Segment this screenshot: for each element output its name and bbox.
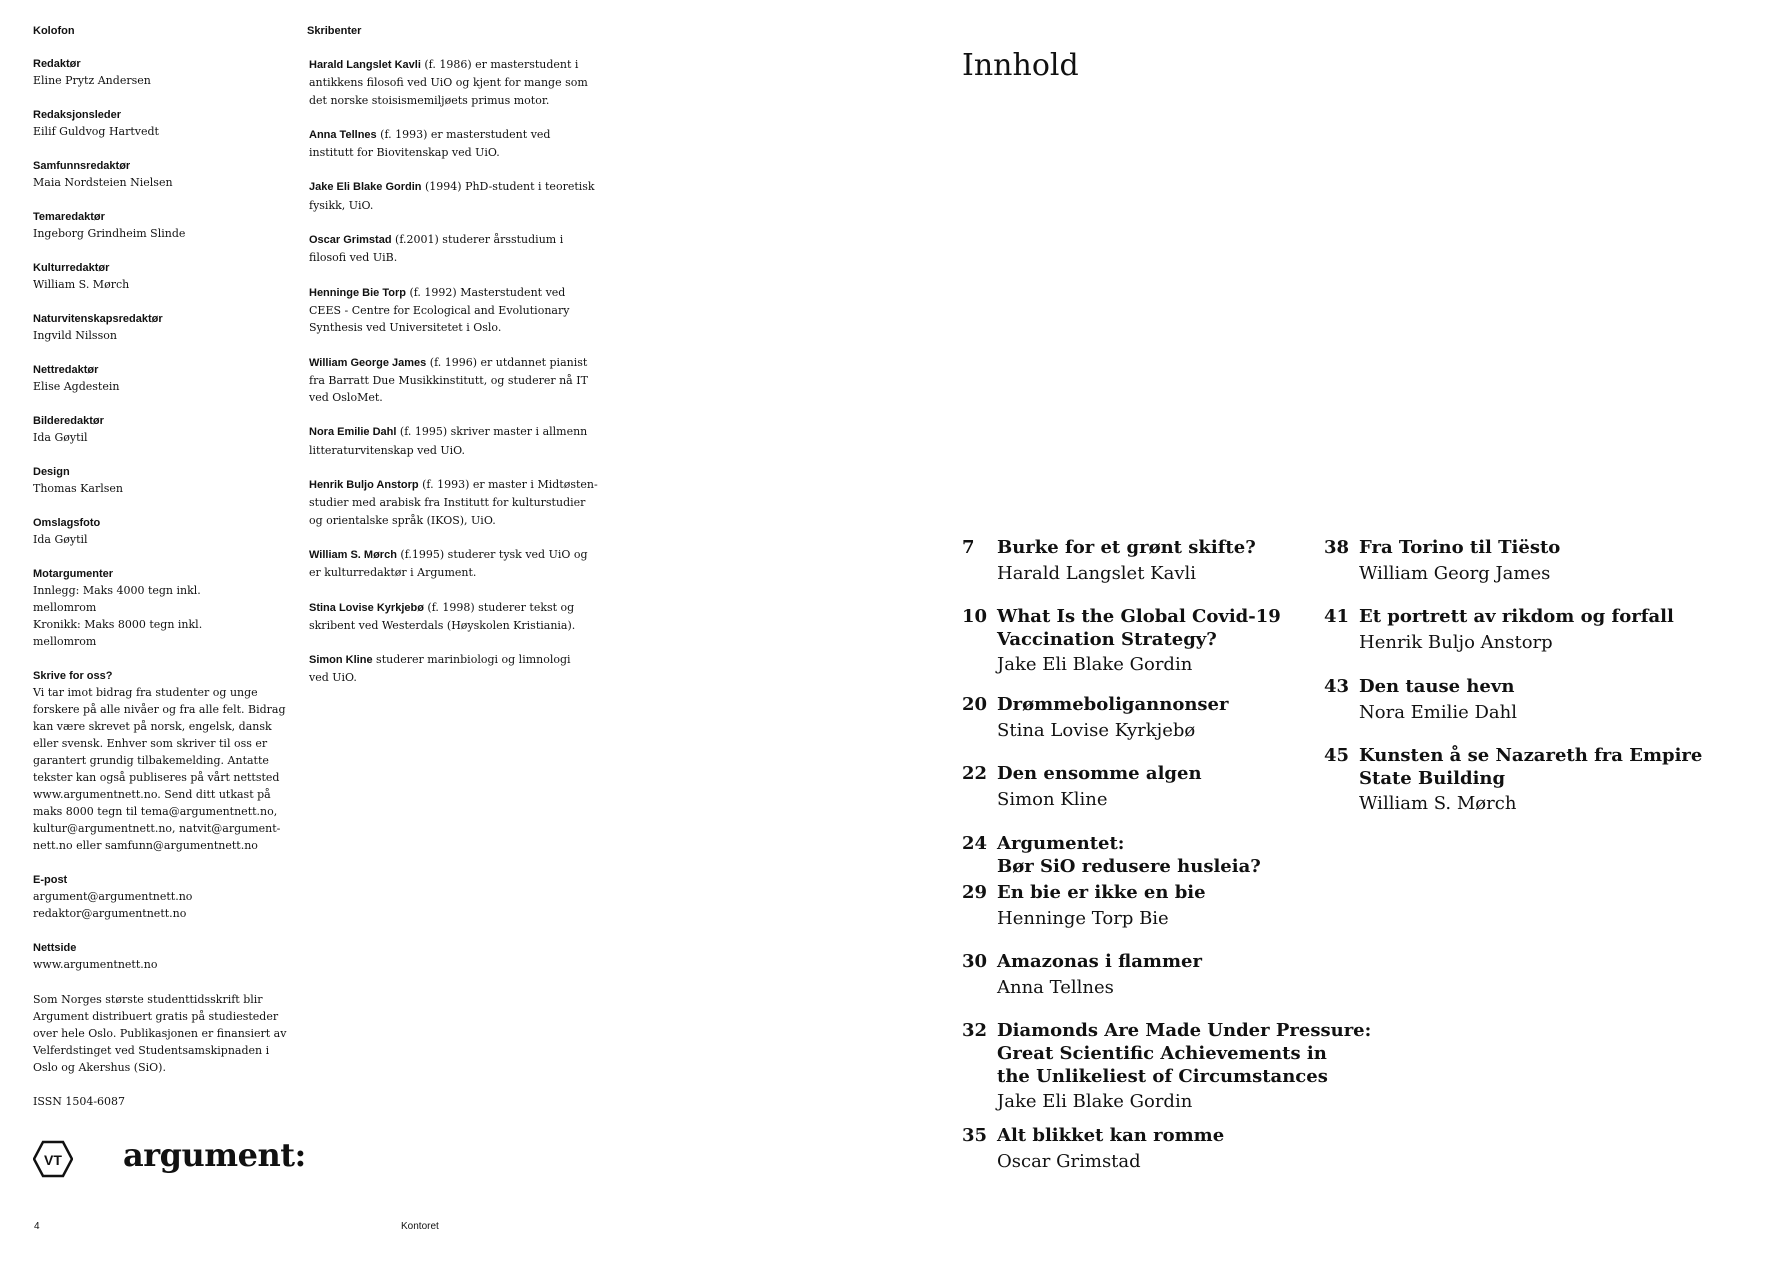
kolofon-entry-line: Elise Agdestein: [33, 380, 120, 393]
skribent-bio-line: [309, 231, 597, 249]
skribent-bio-line: [309, 546, 597, 564]
kolofon-entry-line: tekster kan også publiseres på vårt nettsted: [33, 771, 280, 784]
kolofon-entry-line: Ida Gøytil: [33, 431, 88, 444]
kolofon-entry: [33, 260, 283, 293]
kolofon-entry-line: Ida Gøytil: [33, 533, 88, 546]
toc-page-number: 41: [1324, 606, 1350, 627]
toc-author: William Georg James: [1359, 562, 1551, 584]
section-name: Kontoret: [401, 1221, 439, 1232]
kolofon-column: [33, 24, 287, 1110]
toc-title-line: Den tause hevn: [1359, 676, 1515, 697]
kolofon-entry: [33, 56, 283, 89]
kolofon-entry: [33, 668, 286, 854]
skribent-bio-text: (f. 1996) er utdannet pianist: [426, 355, 588, 369]
toc-author: Jake Eli Blake Gordin: [997, 654, 1193, 675]
skribent-name: Anna Tellnes: [309, 128, 377, 141]
toc-title-line: Amazonas i flammer: [997, 951, 1202, 972]
toc-title-line: Bør SiO redusere husleia?: [997, 856, 1261, 877]
kolofon-entry-line: mellomrom: [33, 601, 97, 614]
skribent-bio-text: (f.2001) studerer årsstudium i: [391, 233, 564, 247]
kolofon-note-line: Oslo og Akershus (SiO).: [33, 1061, 166, 1074]
toc-author: Harald Langslet Kavli: [997, 562, 1197, 584]
skribent-bio-line: [309, 126, 597, 144]
kolofon-entry: [33, 515, 283, 548]
toc-title: [1359, 605, 1674, 628]
toc-title: [997, 1124, 1224, 1147]
kolofon-entry-line: nett.no eller samfunn@argumentnett.no: [33, 839, 258, 852]
skribenter-entries: [307, 56, 597, 687]
toc-title-line: Great Scientific Achievements in: [997, 1043, 1327, 1064]
toc-page-number: 45: [1324, 745, 1350, 766]
issn: ISSN 1504-6087: [33, 1095, 126, 1108]
toc-title-line: Diamonds Are Made Under Pressure:: [997, 1020, 1372, 1041]
skribenter-heading: Skribenter: [307, 25, 362, 37]
kolofon-entry-line: Ingvild Nilsson: [33, 329, 117, 342]
skribent-bio-line: ved UiO.: [309, 671, 357, 685]
toc-title-line: Et portrett av rikdom og forfall: [1359, 606, 1674, 627]
skribent-bio-line: filosofi ved UiB.: [309, 251, 398, 265]
toc-page-number: 29: [962, 882, 988, 903]
skribent-bio-text: studerer marinbiologi og limnologi: [372, 653, 571, 667]
skribent-entry: [307, 423, 597, 459]
skribent-bio-line: CEES - Centre for Ecological and Evolutionary: [309, 303, 570, 317]
toc-title-line: the Unlikeliest of Circumstances: [997, 1066, 1328, 1087]
toc-author: Stina Lovise Kyrkjebø: [997, 719, 1196, 741]
skribent-bio-line: institutt for Biovitenskap ved UiO.: [309, 146, 500, 160]
svg-text:VT: VT: [44, 1152, 62, 1168]
skribent-bio-text: (f. 1986) er masterstudent i: [420, 58, 579, 71]
skribent-bio-line: [309, 599, 597, 617]
skribent-name: Oscar Grimstad: [309, 234, 392, 247]
skribent-bio-text: (f. 1995) skriver master i allmenn: [396, 425, 588, 439]
toc-page-number: 30: [962, 951, 988, 972]
kolofon-note: [33, 991, 287, 1076]
skribent-bio-line: [309, 476, 597, 494]
kolofon-entry-label: Temaredaktør: [33, 211, 105, 223]
toc-title-line: Argumentet:: [997, 833, 1125, 854]
skribenter-column: [307, 24, 597, 704]
kolofon-entry: [33, 209, 283, 242]
toc-title: [997, 605, 1281, 651]
skribent-bio-text: (f.1995) studerer tysk ved UiO og: [396, 547, 588, 561]
kolofon-entry-line: kultur@argumentnett.no, natvit@argument-: [33, 822, 281, 835]
skribent-bio-line: studier med arabisk fra Institutt for kulturstudier: [309, 496, 586, 510]
toc-page-number: 35: [962, 1125, 988, 1146]
kolofon-entry-line: argument@argumentnett.no: [33, 890, 193, 903]
kolofon-entry-line: Kronikk: Maks 8000 tegn inkl.: [33, 618, 203, 631]
kolofon-entry-line: Innlegg: Maks 4000 tegn inkl.: [33, 584, 201, 597]
skribent-bio-line: [309, 651, 597, 669]
skribent-entry: [307, 284, 597, 337]
kolofon-entry-line: Eilif Guldvog Hartvedt: [33, 125, 159, 138]
kolofon-entry-line: garantert grundig tilbakemelding. Antatte: [33, 754, 269, 767]
toc-title: [997, 950, 1202, 973]
skribent-name: William S. Mørch: [309, 548, 397, 561]
toc-title: [997, 881, 1206, 904]
toc-author: Simon Kline: [997, 788, 1108, 810]
skribent-bio-text: (f. 1993) er masterstudent ved: [376, 127, 551, 141]
skribent-entry: [307, 476, 597, 529]
toc-page-number: 7: [962, 537, 975, 558]
skribent-entry: [307, 546, 597, 582]
kolofon-note-line: over hele Oslo. Publikasjonen er finansiert av: [33, 1027, 287, 1040]
kolofon-note-line: Som Norges største studenttidsskrift blir: [33, 993, 263, 1006]
kolofon-note-line: Argument distribuert gratis på studiesteder: [33, 1010, 279, 1023]
toc-title-line: Alt blikket kan romme: [997, 1125, 1225, 1146]
kolofon-note-line: Velferdstinget ved Studentsamskipnaden i: [33, 1044, 270, 1057]
toc-title-line: Den ensomme algen: [997, 763, 1202, 784]
kolofon-entry-label: Nettside: [33, 942, 77, 954]
skribent-entry: [307, 354, 597, 407]
page-number: 4: [34, 1221, 40, 1232]
kolofon-entry: [33, 311, 283, 344]
skribent-entry: [307, 651, 597, 687]
kolofon-entry: [33, 940, 283, 973]
skribent-bio-line: fysikk, UiO.: [309, 198, 374, 212]
toc-title: [1359, 675, 1514, 698]
skribent-bio-text: (1994) PhD-student i teoretisk: [421, 180, 595, 194]
toc-author: Henninge Torp Bie: [997, 907, 1169, 929]
toc-page-number: 24: [962, 833, 988, 854]
toc-author: Oscar Grimstad: [997, 1150, 1141, 1172]
kolofon-entry-label: E-post: [33, 874, 68, 886]
toc-title: [997, 536, 1256, 559]
toc-page-number: 20: [962, 694, 988, 715]
skribent-bio-line: skribent ved Westerdals (Høyskolen Kristiania).: [309, 618, 576, 632]
toc-title: [997, 693, 1229, 716]
kolofon-entry-label: Design: [33, 466, 70, 478]
toc-title: [1359, 744, 1702, 790]
kolofon-entry-label: Kulturredaktør: [33, 262, 110, 274]
toc-author: William S. Mørch: [1359, 793, 1517, 814]
toc-title: [997, 1019, 1371, 1088]
kolofon-entry-line: maks 8000 tegn til tema@argumentnett.no,: [33, 805, 278, 818]
kolofon-entry-label: Bilderedaktør: [33, 415, 104, 427]
toc-title: [1359, 536, 1560, 559]
kolofon-entry-line: William S. Mørch: [33, 278, 130, 291]
skribent-bio-line: litteraturvitenskap ved UiO.: [309, 443, 466, 457]
skribent-bio-line: [309, 284, 597, 302]
skribent-bio-line: [309, 178, 597, 196]
kolofon-entry-label: Skrive for oss?: [33, 670, 113, 682]
skribent-name: Henrik Buljo Anstorp: [309, 479, 419, 492]
skribent-bio-line: fra Barratt Due Musikkinstitutt, og studerer nå IT: [309, 373, 588, 387]
innhold-title: Innhold: [962, 48, 1079, 83]
skribent-bio-line: er kulturredaktør i Argument.: [309, 566, 477, 580]
toc-title-line: Burke for et grønt skifte?: [997, 537, 1256, 558]
skribent-bio-line: ved OsloMet.: [309, 391, 383, 405]
skribent-bio-text: (f. 1998) studerer tekst og: [423, 600, 575, 614]
kolofon-entry: [33, 107, 283, 140]
kolofon-entry-label: Nettredaktør: [33, 364, 99, 376]
kolofon-entry-line: www.argumentnett.no: [33, 958, 158, 971]
argument-wordmark: argument:: [123, 1136, 306, 1174]
skribent-bio-line: Synthesis ved Universitetet i Oslo.: [309, 321, 502, 335]
toc-page-number: 22: [962, 763, 988, 784]
toc-title-line: Vaccination Strategy?: [997, 629, 1217, 650]
toc-page-number: 38: [1324, 537, 1350, 558]
toc-page-number: 32: [962, 1020, 988, 1041]
kolofon-entry-label: Redaktør: [33, 58, 81, 70]
skribent-name: William George James: [309, 356, 427, 369]
skribent-name: Stina Lovise Kyrkjebø: [309, 601, 424, 614]
kolofon-entry-label: Omslagsfoto: [33, 517, 101, 529]
skribent-bio-line: antikkens filosofi ved UiO og kjent for mange som: [309, 76, 588, 90]
kolofon-entry-line: Eline Prytz Andersen: [33, 74, 151, 87]
skribent-bio-line: [309, 354, 597, 372]
toc-author: Henrik Buljo Anstorp: [1359, 631, 1553, 653]
toc-title-line: What Is the Global Covid-19: [997, 606, 1281, 627]
kolofon-entry-label: Naturvitenskapsredaktør: [33, 313, 163, 325]
kolofon-entry: [33, 566, 283, 650]
skribent-name: Nora Emilie Dahl: [309, 426, 397, 439]
skribent-bio-line: [309, 423, 597, 441]
kolofon-entry-line: Thomas Karlsen: [33, 482, 123, 495]
skribent-name: Harald Langslet Kavli: [309, 59, 421, 71]
skribent-bio-line: [309, 56, 597, 74]
kolofon-heading: Kolofon: [33, 25, 75, 37]
skribent-bio-text: (f. 1993) er master i Midtøsten-: [418, 478, 598, 492]
toc-title-line: State Building: [1359, 768, 1506, 789]
skribent-name: Jake Eli Blake Gordin: [309, 181, 422, 194]
vt-logo-icon: [33, 1140, 73, 1178]
toc-page-number: 10: [962, 606, 988, 627]
skribent-name: Simon Kline: [309, 654, 373, 667]
skribent-bio-line: det norske stoisismemiljøets primus motor.: [309, 93, 550, 107]
kolofon-entry-line: mellomrom: [33, 635, 97, 648]
skribent-entry: [307, 599, 597, 635]
skribent-entry: [307, 126, 597, 162]
toc-author: Jake Eli Blake Gordin: [997, 1090, 1193, 1112]
kolofon-entry-line: Maia Nordsteien Nielsen: [33, 176, 173, 189]
toc-title-line: En bie er ikke en bie: [997, 882, 1206, 903]
kolofon-entry-line: forskere på alle nivåer og fra alle felt. Bidrag: [33, 703, 286, 716]
toc-title-line: Fra Torino til Tiësto: [1359, 537, 1561, 558]
toc-title: [997, 832, 1261, 878]
kolofon-entry-line: Vi tar imot bidrag fra studenter og unge: [33, 686, 258, 699]
skribent-name: Henninge Bie Torp: [309, 286, 406, 299]
toc-author: Anna Tellnes: [997, 976, 1114, 998]
kolofon-entry: [33, 464, 283, 497]
skribent-entry: [307, 56, 597, 109]
kolofon-entry-line: eller svensk. Enhver som skriver til oss er: [33, 737, 268, 750]
toc-title-line: Kunsten å se Nazareth fra Empire: [1359, 745, 1703, 766]
skribent-bio-text: (f. 1992) Masterstudent ved: [405, 285, 566, 299]
kolofon-entry-line: Ingeborg Grindheim Slinde: [33, 227, 186, 240]
kolofon-entry: [33, 872, 283, 922]
kolofon-entries: [33, 56, 286, 973]
skribent-bio-line: og orientalske språk (IKOS), UiO.: [309, 513, 496, 527]
skribent-entry: [307, 178, 597, 214]
kolofon-entry-line: redaktor@argumentnett.no: [33, 907, 187, 920]
kolofon-entry: [33, 158, 283, 191]
toc-author: Nora Emilie Dahl: [1359, 701, 1518, 723]
skribent-entry: [307, 231, 597, 267]
kolofon-entry: [33, 413, 283, 446]
kolofon-entry-line: www.argumentnett.no. Send ditt utkast på: [33, 788, 271, 801]
kolofon-entry-line: kan være skrevet på norsk, engelsk, dansk: [33, 720, 272, 733]
toc-title: [997, 762, 1202, 785]
kolofon-entry-label: Samfunnsredaktør: [33, 160, 131, 172]
kolofon-entry-label: Motargumenter: [33, 568, 114, 580]
kolofon-entry: [33, 362, 283, 395]
toc-title-line: Drømmeboligannonser: [997, 694, 1229, 715]
kolofon-entry-label: Redaksjonsleder: [33, 109, 122, 121]
toc-page-number: 43: [1324, 676, 1350, 697]
